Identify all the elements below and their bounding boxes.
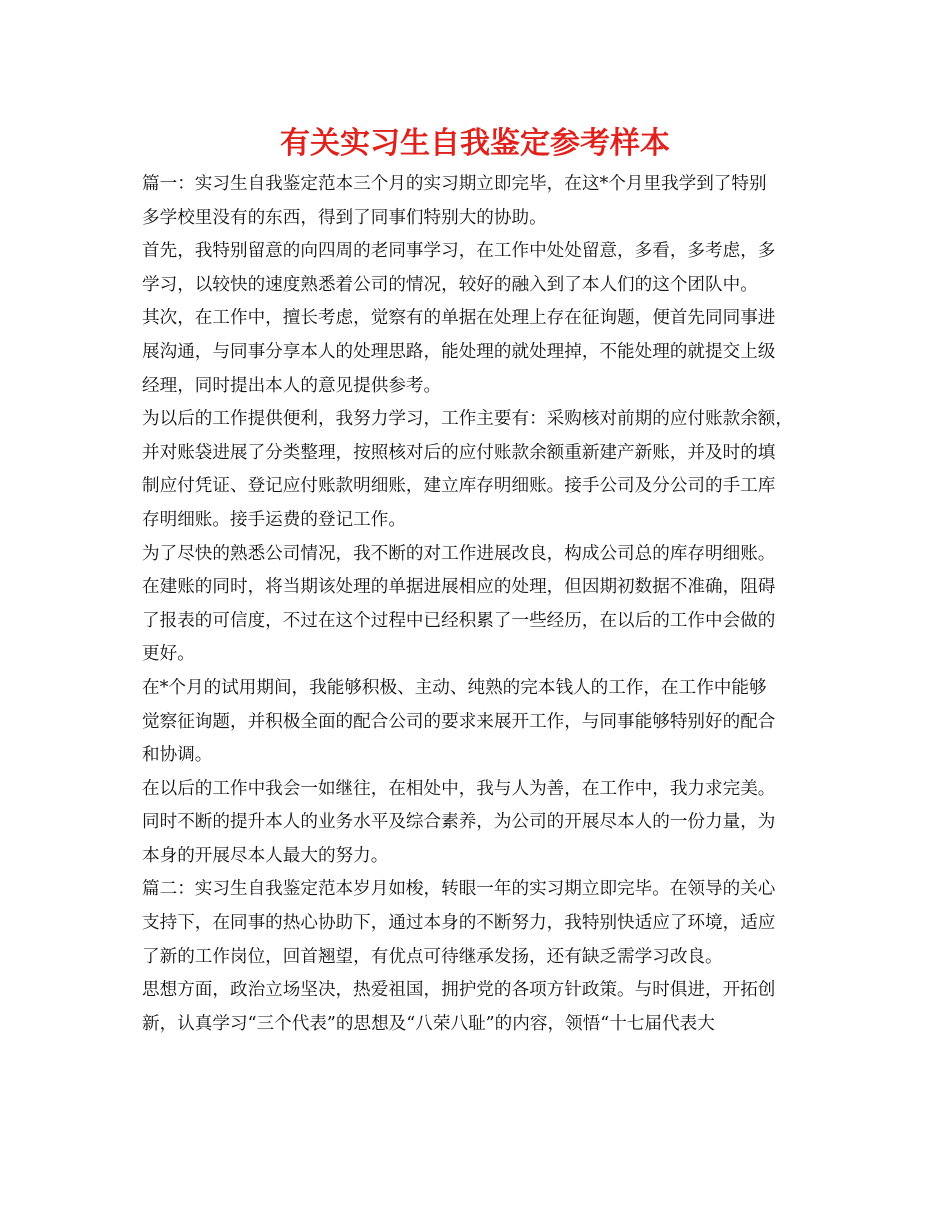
body-line: 新，认真学习“三个代表”的思想及“八荣八耻”的内容，领悟“十七届代表大 xyxy=(142,1013,715,1034)
body-line: 和协调。 xyxy=(142,745,213,766)
body-line: 在*个月的试用期间，我能够积极、主动、纯熟的完本钱人的工作，在工作中能够 xyxy=(142,677,767,698)
body-line: 思想方面，政治立场坚决，热爱祖国，拥护党的各项方针政策。与时俱进，开拓创 xyxy=(142,980,776,1001)
body-line: 在以后的工作中我会一如继往，在相处中，我与人为善，在工作中，我力求完美。 xyxy=(142,778,776,799)
body-line: 为以后的工作提供便利，我努力学习，工作主要有：采购核对前期的应付账款余额， xyxy=(142,409,793,430)
body-line: 经理，同时提出本人的意见提供参考。 xyxy=(142,375,442,396)
body-line: 更好。 xyxy=(142,644,195,665)
body-line: 在建账的同时，将当期该处理的单据进展相应的处理，但因期初数据不准确，阻碍 xyxy=(142,577,776,598)
body-line: 同时不断的提升本人的业务水平及综合素养，为公司的开展尽本人的一份力量，为 xyxy=(142,812,776,833)
body-line: 觉察征询题，并积极全面的配合公司的要求来展开工作，与同事能够特别好的配合 xyxy=(142,711,776,732)
body-line: 制应付凭证、登记应付账款明细账，建立库存明细账。接手公司及分公司的手工库 xyxy=(142,476,776,497)
document-body xyxy=(142,168,822,1041)
body-line: 展沟通，与同事分享本人的处理思路，能处理的就处理掉，不能处理的就提交上级 xyxy=(142,341,776,362)
body-line: 学习，以较快的速度熟悉着公司的情况，较好的融入到了本人们的这个团队中。 xyxy=(142,274,758,295)
body-line: 了新的工作岗位，回首翘望，有优点可待继承发扬，还有缺乏需学习改良。 xyxy=(142,946,723,967)
body-line: 其次，在工作中，擅长考虑，觉察有的单据在处理上存在征询题，便首先同同事进 xyxy=(142,308,776,329)
body-line: 篇二：实习生自我鉴定范本岁月如梭，转眼一年的实习期立即完毕。在领导的关心 xyxy=(142,879,776,900)
body-line: 首先，我特别留意的向四周的老同事学习，在工作中处处留意，多看，多考虑，多 xyxy=(142,241,776,262)
body-line: 并对账袋进展了分类整理，按照核对后的应付账款余额重新建产新账，并及时的填 xyxy=(142,442,776,463)
document-title: 有关实习生自我鉴定参考样本 xyxy=(280,126,670,161)
body-line: 支持下，在同事的热心协助下，通过本身的不断努力，我特别快适应了环境，适应 xyxy=(142,913,776,934)
body-line: 存明细账。接手运费的登记工作。 xyxy=(142,509,406,530)
body-line: 了报表的可信度，不过在这个过程中已经积累了一些经历，在以后的工作中会做的 xyxy=(142,610,776,631)
body-line: 篇一：实习生自我鉴定范本三个月的实习期立即完毕，在这*个月里我学到了特别 xyxy=(142,174,767,194)
body-line: 本身的开展尽本人最大的努力。 xyxy=(142,845,389,866)
body-line: 为了尽快的熟悉公司情况，我不断的对工作进展改良，构成公司总的库存明细账。 xyxy=(142,543,776,564)
body-line: 多学校里没有的东西，得到了同事们特别大的协助。 xyxy=(142,207,547,228)
